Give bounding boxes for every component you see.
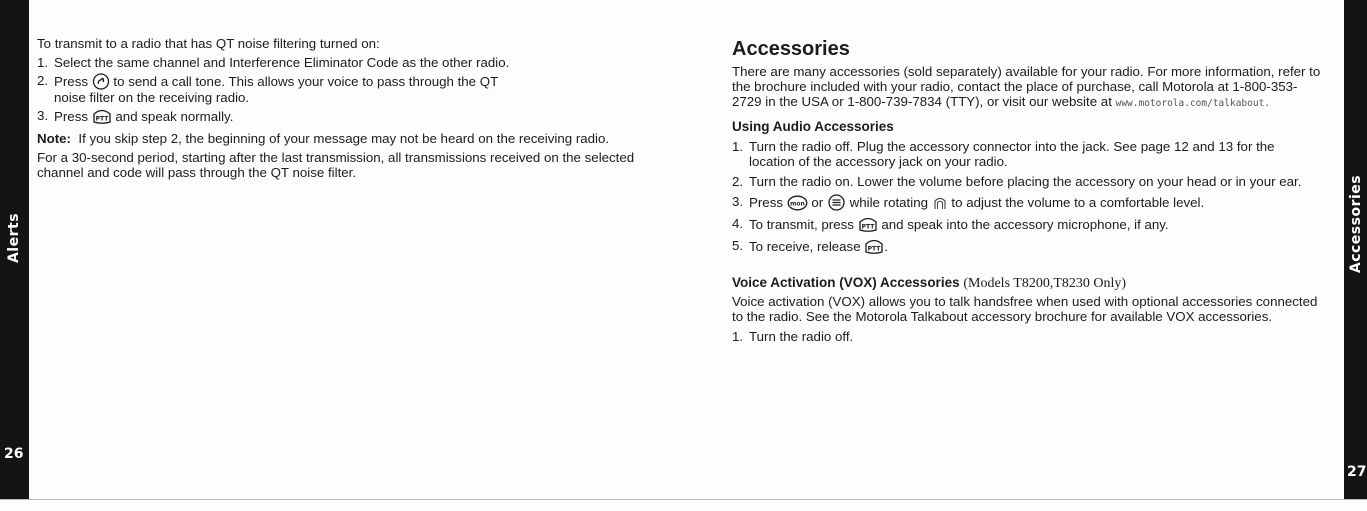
list-item: 4. To transmit, press PTT and speak into the accessory microphone, if any. — [732, 216, 1169, 232]
section-tab-label: Accessories — [1348, 174, 1364, 274]
ptt-button-icon — [864, 238, 884, 255]
call-tone-button-icon — [92, 73, 110, 90]
ptt-button-icon — [858, 216, 878, 233]
list-item: 2. Turn the radio on. Lower the volume before placing the accessory on your head or in your ear. — [732, 174, 1302, 189]
left-page-content — [37, 0, 637, 180]
page-title: Accessories — [732, 38, 850, 60]
qt-period-paragraph: For a 30-second period, starting after the last transmission, all transmissions received on the selected channel and code will pass through the QT noise filter. — [37, 150, 635, 180]
qt-intro: To transmit to a radio that has QT noise filtering turned on: — [37, 36, 380, 51]
list-item: 5. To receive, release PTT . — [732, 238, 889, 254]
list-item: 1. Select the same channel and Interference Eliminator Code as the other radio. — [37, 55, 510, 70]
list-item: 1. Turn the radio off. Plug the accessory connector into the jack. See page 12 and 13 for the location of the accessory jack on your radio. — [732, 139, 1275, 169]
note-text: If you skip step 2, the beginning of your message may not be heard on the receiving radio. — [78, 131, 610, 146]
svg-text:PTT: PTT — [861, 223, 875, 231]
audio-accessories-heading: Using Audio Accessories — [732, 119, 894, 134]
note-label: Note: — [37, 131, 71, 146]
ptt-button-icon — [92, 108, 112, 125]
svg-text:mon: mon — [789, 200, 805, 208]
list-item: 1. Turn the radio off. — [732, 329, 854, 344]
page-bottom-rule — [0, 499, 1367, 500]
right-page-content — [732, 0, 1322, 344]
volume-knob-icon — [932, 195, 948, 211]
vox-models-note: (Models T8200,T8230 Only) — [963, 276, 1127, 291]
website-link-text: www.motorola.com/talkabout. — [1115, 98, 1271, 109]
menu-button-icon — [827, 194, 846, 211]
accessories-intro: There are many accessories (sold separately) available for your radio. For more information, refer to the brochure included with your radio, contact the place of purchase, call Motorola at 1-800-353-2729 in the USA or 1-800-739-7834 (TTY), or visit our website at www.motorola.com/talkabout. — [732, 64, 1321, 109]
list-item: 3. Press PTT and speak normally. — [37, 108, 234, 124]
svg-text:PTT: PTT — [95, 115, 109, 123]
section-tab-alerts — [0, 0, 29, 500]
svg-text:PTT: PTT — [867, 245, 881, 253]
list-item: 3. Press mon or while rotating to adjust the volume to a comfortable level. — [732, 194, 1205, 210]
step-text: Select the same channel and Interference Eliminator Code as the other radio. — [54, 55, 510, 70]
page-number-left: 26 — [4, 446, 24, 462]
note-paragraph — [37, 131, 637, 146]
vox-description: Voice activation (VOX) allows you to talk handsfree when used with optional accessories connected to the radio. See the Motorola Talkabout accessory brochure for available VOX accessories. — [732, 294, 1318, 324]
list-item: 2. Press to send a call tone. This allows your voice to pass through the QT noise filter on the receiving radio. — [37, 73, 499, 105]
section-tab-label: Alerts — [6, 212, 22, 264]
mon-button-icon — [787, 195, 808, 211]
section-tab-accessories — [1344, 0, 1367, 500]
vox-accessories-heading: Voice Activation (VOX) Accessories (Models T8200,T8230 Only) — [732, 275, 1127, 291]
page-number-right: 27 — [1347, 464, 1367, 480]
